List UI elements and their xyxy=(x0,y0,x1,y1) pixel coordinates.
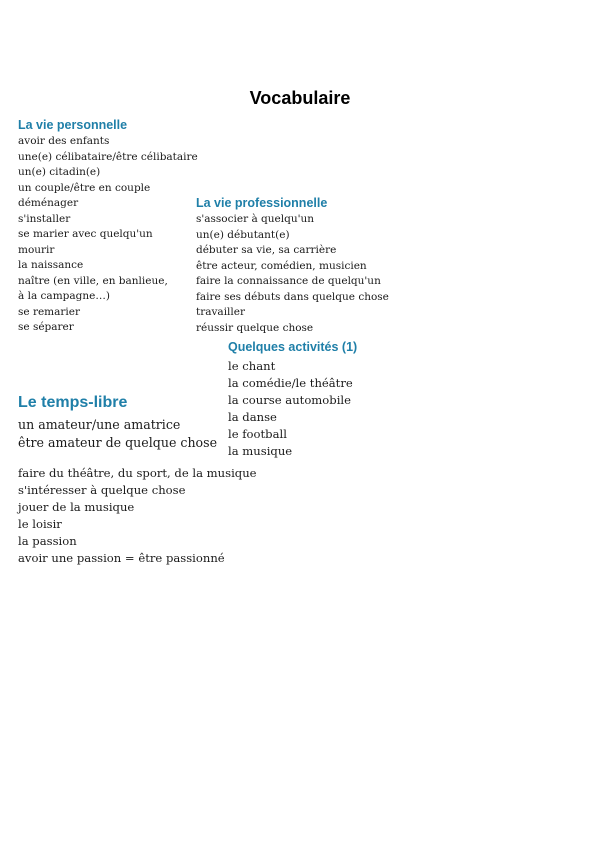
vie-professionnelle-list xyxy=(196,212,389,336)
vocab-item: déménager xyxy=(18,197,79,209)
vocab-item: se séparer xyxy=(18,321,74,333)
vocab-item: une(e) célibataire/être célibataire xyxy=(18,150,198,163)
vocab-item: avoir des enfants xyxy=(18,135,110,147)
temps-libre-list-1 xyxy=(18,416,257,451)
vocab-item: la passion xyxy=(18,534,77,548)
vocab-item: faire la connaissance de quelqu'un xyxy=(196,275,381,287)
vocab-item: s'installer xyxy=(18,212,71,225)
vocab-item: le loisir xyxy=(18,517,62,531)
vie-professionnelle-heading: La vie professionnelle xyxy=(196,196,328,210)
vie-personnelle-section xyxy=(18,118,198,336)
vocab-item: le football xyxy=(228,427,287,441)
temps-libre-heading: Le temps-libre xyxy=(18,394,128,411)
vocab-item: la danse xyxy=(228,410,277,424)
vocab-item: mourir xyxy=(18,243,55,256)
vocab-item: naître (en ville, en banlieue, xyxy=(18,274,168,287)
vocab-item: s'associer à quelqu'un xyxy=(196,213,314,225)
vocab-item: se remarier xyxy=(18,305,81,318)
activites-heading: Quelques activités (1) xyxy=(228,340,358,354)
vocab-item: avoir une passion = être passionné xyxy=(18,551,225,565)
page-title: Vocabulaire xyxy=(249,88,351,108)
vocab-item: travailler xyxy=(196,306,245,318)
vie-personnelle-list xyxy=(18,134,198,336)
vocab-item: la naissance xyxy=(18,259,84,271)
vocab-item: s'intéresser à quelque chose xyxy=(18,483,186,497)
vocab-item: un amateur/une amatrice xyxy=(18,417,181,432)
vocab-item: se marier avec quelqu'un xyxy=(18,228,153,240)
vocab-item: être amateur de quelque chose xyxy=(18,434,218,450)
vocab-item: la course automobile xyxy=(228,393,351,407)
vocab-item: réussir quelque chose xyxy=(196,321,314,334)
vie-personnelle-heading: La vie personnelle xyxy=(18,118,128,132)
temps-libre-section xyxy=(18,394,257,567)
vocab-item: le chant xyxy=(228,359,276,373)
vocab-item: jouer de la musique xyxy=(18,500,135,514)
vocab-item: la musique xyxy=(228,444,293,458)
vocab-item: débuter sa vie, sa carrière xyxy=(196,244,337,256)
vocab-item: un(e) citadin(e) xyxy=(18,166,101,178)
vocab-item: à la campagne…) xyxy=(18,290,110,302)
vocab-item: la comédie/le théâtre xyxy=(228,376,353,390)
vocab-item: un(e) débutant(e) xyxy=(196,228,290,241)
vocab-item: un couple/être en couple xyxy=(18,181,151,194)
vocab-item: faire du théâtre, du sport, de la musique xyxy=(18,466,257,480)
temps-libre-list-2 xyxy=(18,465,257,567)
vocab-item: faire ses débuts dans quelque chose xyxy=(196,290,389,303)
vie-professionnelle-section xyxy=(196,196,389,336)
vocab-item: être acteur, comédien, musicien xyxy=(196,259,367,272)
